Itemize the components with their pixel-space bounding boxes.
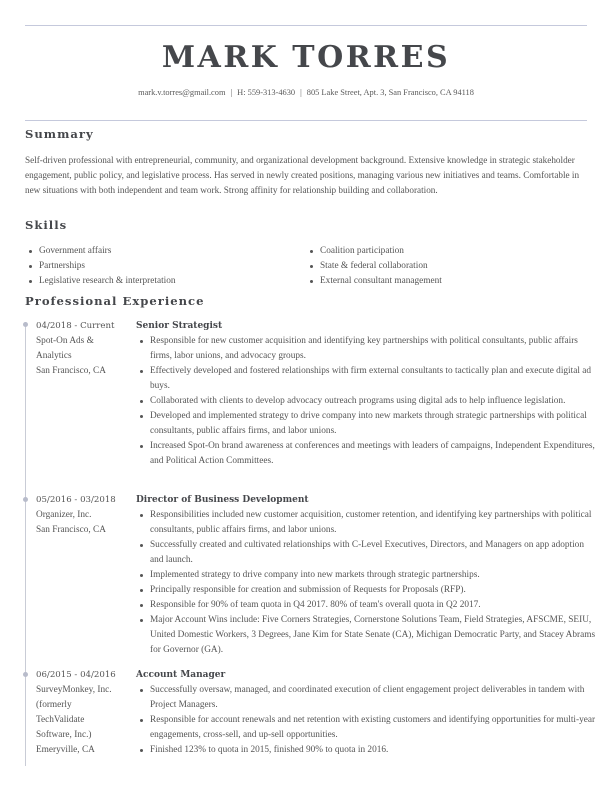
timeline-dot-icon [23,322,28,327]
job-bullet: Collaborated with clients to develop advocacy outreach programs using digital ads to help influence legislation. [136,394,596,409]
job-company: Analytics [36,351,72,361]
job-company: Organizer, Inc. [36,510,92,520]
job-dates: 05/2016 - 03/2018 [36,495,116,505]
skill-item: Legislative research & interpretation [25,274,176,289]
job-company: (formerly [36,700,72,710]
address: 805 Lake Street, Apt. 3, San Francisco, CA 94118 [306,88,474,97]
skills-list-right [306,244,442,289]
job-bullets [136,683,596,758]
job-bullet: Responsible for 90% of team quota in Q4 2017. 80% of team's overall quota in Q2 2017. [136,598,596,613]
job-bullet: Successfully oversaw, managed, and coordinated execution of client engagement project deliverables in tandem with Project Managers. [136,683,596,713]
skill-item: Partnerships [25,259,176,274]
job-bullet: Responsible for account renewals and net retention with existing customers and identifying opportunities for multi-year engagements, cross-sell, and up-sell opportunities. [136,713,596,743]
job-title: Director of Business Development [136,495,309,505]
job-title: Senior Strategist [136,321,223,331]
job-company: SurveyMonkey, Inc. [36,685,112,695]
job-bullets [136,334,596,469]
job-meta [36,493,131,538]
job-company: TechValidate [36,715,85,725]
job-body [136,668,596,758]
email[interactable]: mark.v.torres@gmail.com [138,88,226,97]
job-bullet: Finished 123% to quota in 2015, finished 90% to quota in 2016. [136,743,596,758]
summary-text: Self-driven professional with entrepreneurial, community, and organizational development background. Extensive knowledge in strategic stakeholder engagement, public policy, and legislative process. Has served in newly created positions, managing various new initiatives and teams. Comfortable in new situations with both independent and team work. Strong affinity for relationship building and collaboration. [25,155,580,195]
header-divider [25,120,587,121]
top-divider [25,25,587,26]
job-bullet: Developed and implemented strategy to drive company into new markets through strategic partnerships with political consultants, public affairs firms, and labor unions. [136,409,596,439]
job-bullets [136,508,596,658]
timeline-dot-icon [23,497,28,502]
timeline-line [25,322,26,766]
contact-line [0,88,612,97]
job-dates: 06/2015 - 04/2016 [36,670,116,680]
job-location: Emeryville, CA [36,745,95,755]
job-company: Spot-On Ads & [36,336,94,346]
job-bullet: Major Account Wins include: Five Corners Strategies, Cornerstone Solutions Team, Field Strategies, AFSCME, SEIU, United Domestic Workers, 3 Degrees, Jane Kim for State Senate (CA), Michigan Democratic Party, and Stacey Abrams for Governor (GA). [136,613,596,658]
job-dates: 04/2018 - Current [36,321,115,331]
job-meta [36,668,131,758]
job-bullet: Responsible for new customer acquisition and identifying key partnerships with political consultants, public affairs firms, labor unions, and advocacy groups. [136,334,596,364]
job-bullet: Effectively developed and fostered relationships with firm external consultants to tactically plan and execute digital ad buys. [136,364,596,394]
skills-heading: Skills [25,218,68,232]
job-location: San Francisco, CA [36,525,106,535]
skill-item: Government affairs [25,244,176,259]
skill-item: External consultant management [306,274,442,289]
summary-heading: Summary [25,127,94,141]
job-title: Account Manager [136,670,226,680]
job-bullet: Principally responsible for creation and submission of Requests for Proposals (RFP). [136,583,596,598]
timeline-dot-icon [23,672,28,677]
job-bullet: Increased Spot-On brand awareness at conferences and meetings with leaders of campaigns, Independent Expenditures, and Political Action Committees. [136,439,596,469]
job-body [136,319,596,469]
phone: H: 559-313-4630 [237,88,296,97]
skills-list-left [25,244,176,289]
separator: | [300,88,302,97]
job-meta [36,319,131,379]
job-bullet: Implemented strategy to drive company into new markets through strategic partnerships. [136,568,596,583]
job-bullet: Successfully created and cultivated relationships with C-Level Executives, Directors, and Managers on app adoption and launch. [136,538,596,568]
skill-item: Coalition participation [306,244,442,259]
separator: | [230,88,233,97]
skill-item: State & federal collaboration [306,259,442,274]
candidate-name: MARK TORRES [161,40,451,75]
job-company: Software, Inc.) [36,730,92,740]
job-body [136,493,596,658]
job-bullet: Responsibilities included new customer acquisition, customer retention, and identifying key partnerships with political consultants, public affairs firms, and labor unions. [136,508,596,538]
job-location: San Francisco, CA [36,366,106,376]
experience-heading: Professional Experience [25,294,205,308]
